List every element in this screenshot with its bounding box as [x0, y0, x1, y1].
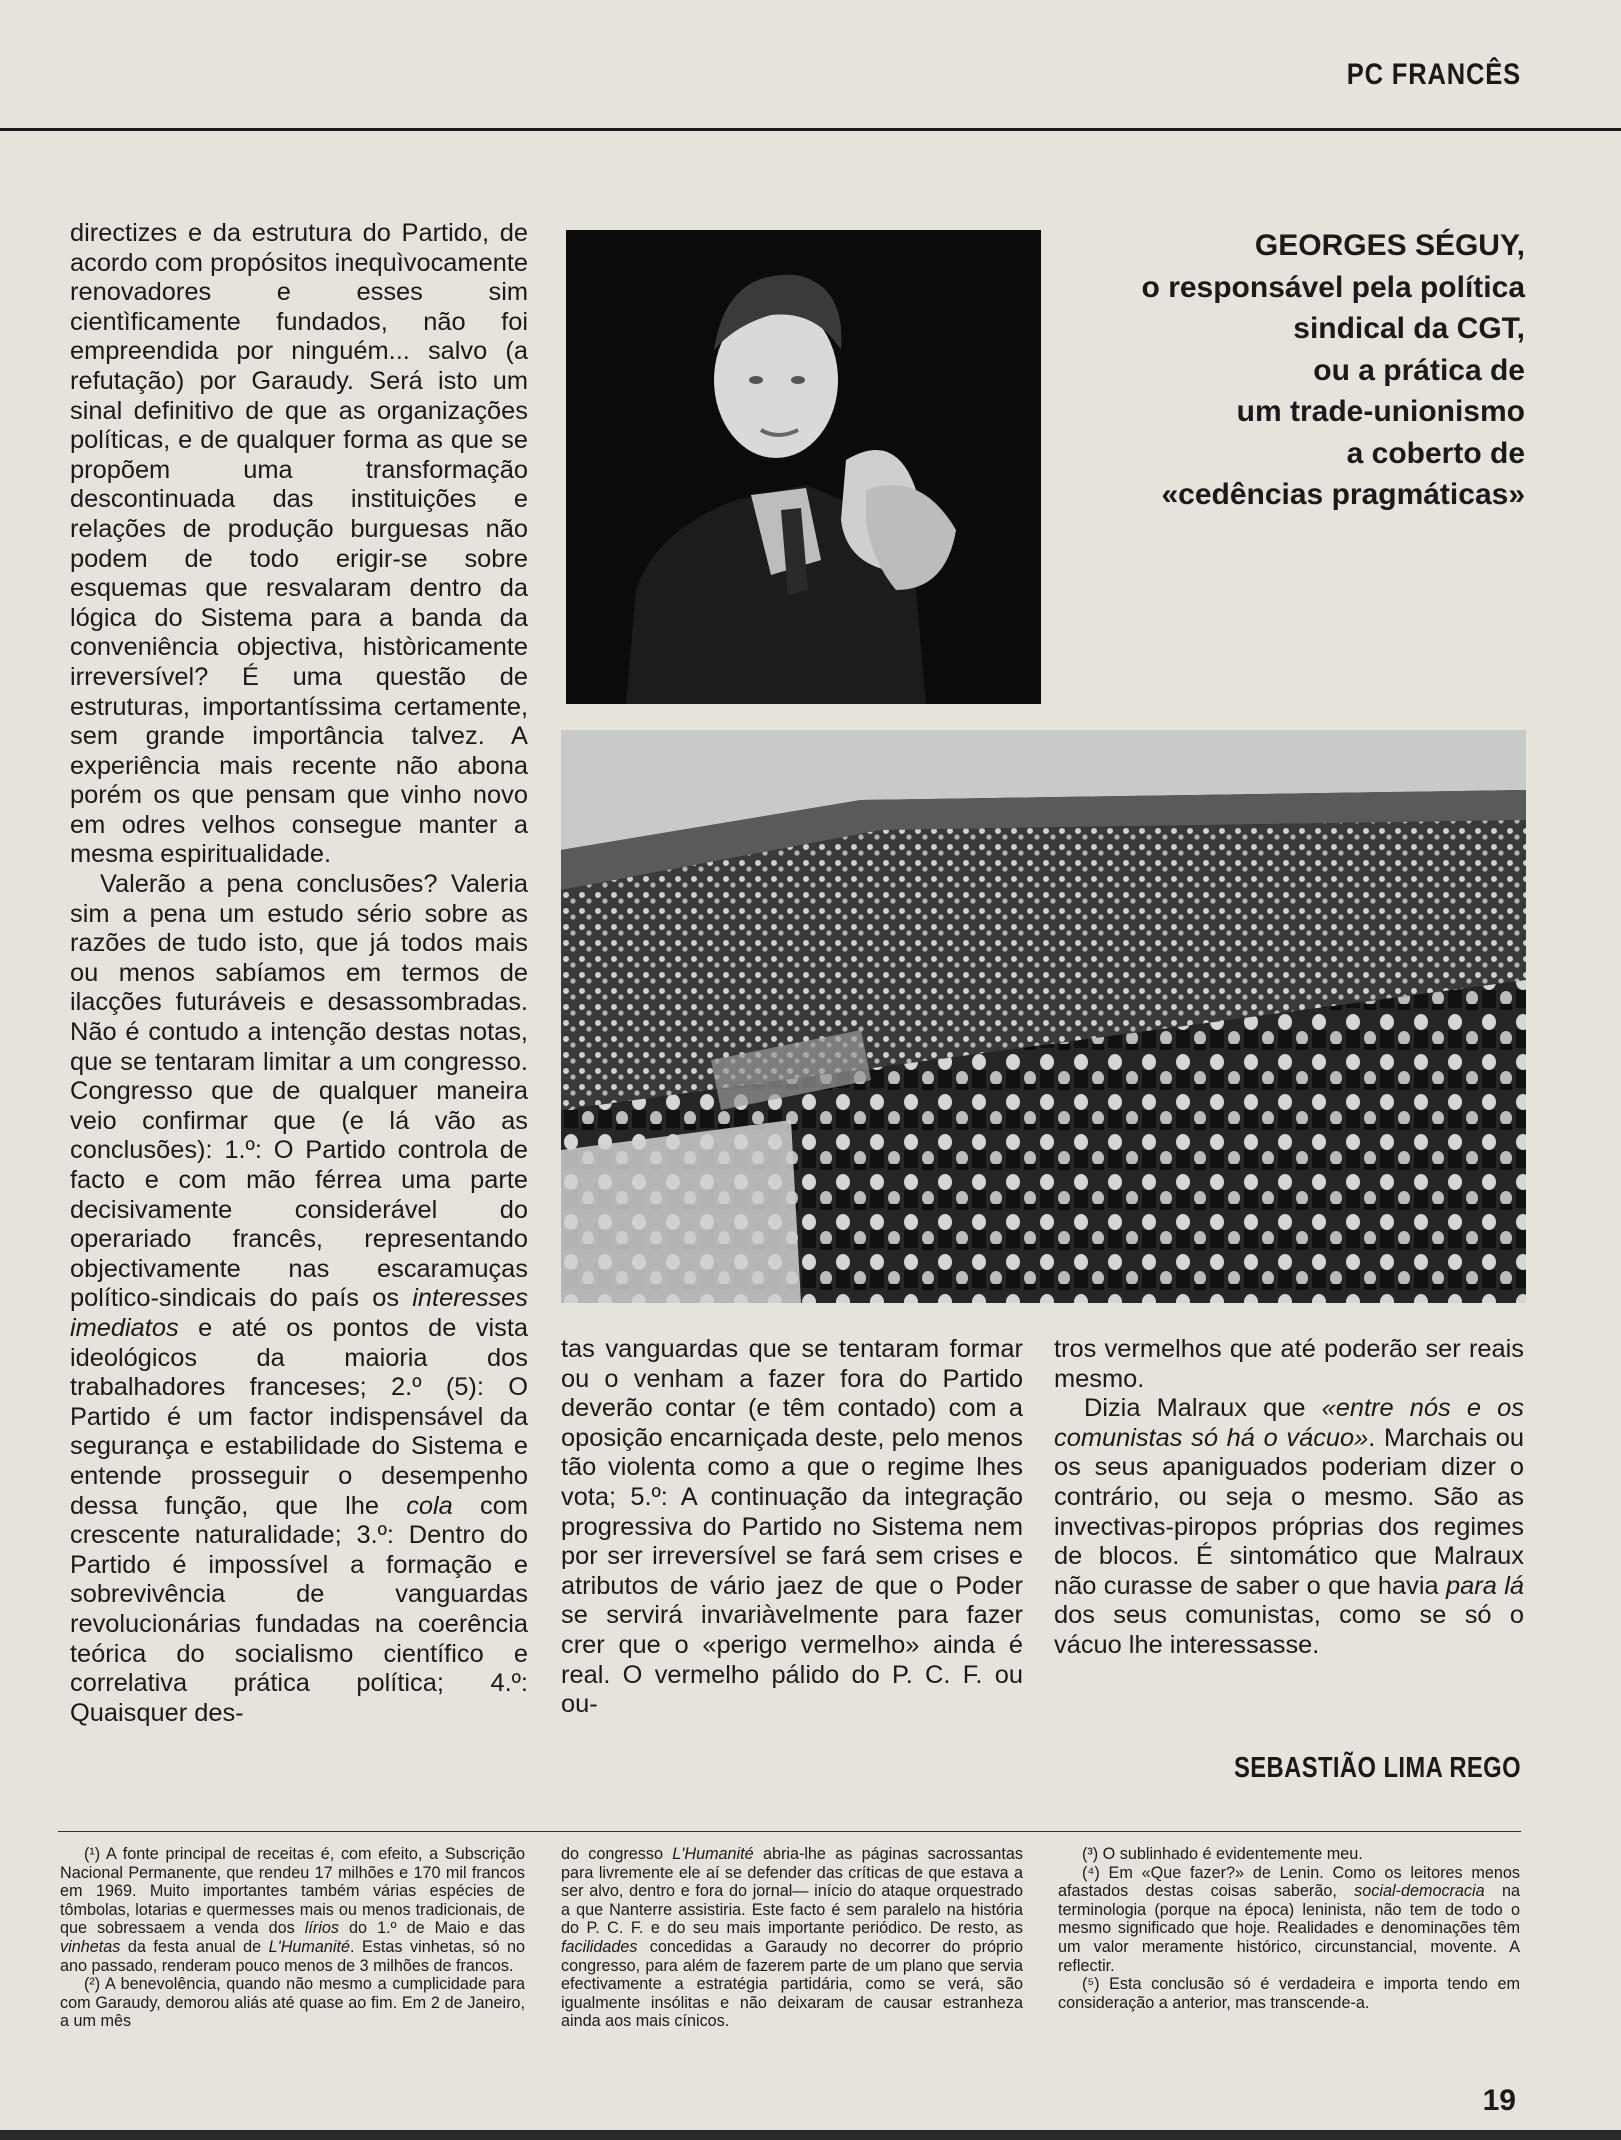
text-run: (⁴) Em «Que fazer?» de Lenin. Como os leitores menos afastados destas coisas saberão,	[1058, 1863, 1520, 1901]
portrait-photo	[566, 230, 1041, 704]
article-paragraph: tas vanguardas que se tentaram formar ou o venham a fazer fora do Partido deverão contar (e têm contado) com a oposição encarniçada deste, pelo menos tão violenta como a que o regime lhes vota; 5.º: A continuação da integração progressiva do Partido no Sistema nem por ser irreversível se fará sem crises e atributos de vário jaez de que o Poder se servirá invariàvelmente para fazer crer que o «perigo vermelho» ainda é real. O vermelho pálido do P. C. F. ou ou-	[561, 1335, 1023, 1719]
caption-line: o responsável pela política	[1141, 270, 1525, 304]
italic-text: interesses imediatos	[70, 1284, 528, 1342]
congress-crowd-image	[561, 730, 1526, 1303]
text-run: do 1.º de Maio e das	[338, 1919, 525, 1938]
italic-text: facilidades	[561, 1937, 638, 1956]
footnotes-column-3	[1058, 1845, 1520, 2012]
text-run: na terminologia (porque na época) leninista, não tem de todo o mesmo significado que hoje. Realidades e denominações têm um valor meramente histórico, circunstancial, movente. A reflectir.	[1058, 1882, 1520, 1975]
italic-text: L'Humanité	[268, 1937, 351, 1956]
caption-line: um trade-unionismo	[1236, 395, 1525, 428]
caption-line: ou a prática de	[1313, 353, 1525, 387]
footnote-2-continued	[561, 1845, 1023, 2031]
author-byline: SEBASTIÃO LIMA REGO	[1234, 1752, 1521, 1784]
text-run: e até os pontos de vista ideológicos da maioria dos trabalhadores franceses; 2.º (5): O Partido é um factor indispensável da segurança e estabilidade do Sistema e entende prosseguir o desempenho dessa função, que lhe	[70, 1313, 528, 1520]
article-column-3	[1054, 1335, 1524, 1661]
article-paragraph: tros vermelhos que até poderão ser reais mesmo.	[1054, 1335, 1524, 1393]
footnotes-column-1	[60, 1845, 525, 2031]
congress-crowd-photo	[561, 730, 1526, 1303]
page-number: 19	[1482, 2084, 1516, 2117]
italic-text: social-democracia	[1354, 1882, 1485, 1901]
footnote-5: (⁵) Esta conclusão só é verdadeira e importa tendo em consideração a anterior, mas transcende-a.	[1058, 1975, 1520, 2012]
article-paragraph	[70, 870, 528, 1728]
article-paragraph	[1054, 1394, 1524, 1660]
italic-text: L'Humanité	[672, 1845, 754, 1863]
text-run: . Estas vinhetas, só no ano passado, renderam pouco menos de 3 milhões de francos.	[60, 1937, 525, 1975]
caption-line: a coberto de	[1346, 436, 1525, 470]
text-run: dos seus comunistas, como se só o vácuo lhe interessasse.	[1054, 1601, 1524, 1659]
text-run: com crescente naturalidade; 3.º: Dentro do Partido é impossível a formação e sobrevivência de vanguardas revolucionárias fundadas na coerência teórica do socialismo científico e correlativa prática política; 4.º: Quaisquer des-	[70, 1491, 528, 1727]
footnote-4	[1058, 1864, 1520, 1976]
italic-text: para lá	[1446, 1571, 1524, 1600]
page-bottom-edge	[0, 2130, 1621, 2140]
text-run: Valerão a pena conclusões? Valeria sim a pena um estudo sério sobre as razões de tudo isto, que já todos mais ou menos sabíamos em termos de ilacções futuráveis e desassombradas. Não é contudo a intenção destas notas, que se tentaram limitar a um congresso. Congresso que de qualquer maneira veio confirmar que (e lá vão as conclusões): 1.º: O Partido controla de facto e com mão férrea uma parte decisivamente considerável do operariado francês, representando objectivamente nas escaramuças político-sindicais do país os	[70, 870, 528, 1313]
footnote-1	[60, 1845, 525, 1975]
italic-text: vinhetas	[60, 1937, 121, 1956]
italic-text: cola	[406, 1491, 453, 1520]
article-paragraph: directizes e da estrutura do Partido, de acordo com propósitos inequìvocamente renovadores e esses sim cientìficamente fundados, não foi empreendida por ninguém... salvo (a refutação) por Garaudy. Será isto um sinal definitivo de que as organizações políticas, e de qualquer forma as que se propõem uma transformação descontinuada das instituições e relações de produção burguesas não podem de todo erigir-se sobre esquemas que resvalaram dentro da lógica do Sistema para a banda da conveniência objectiva, històricamente irreversível? É uma questão de estruturas, importantíssima certamente, sem grande importância talvez. A experiência mais recente não abona porém os que pensam que vinho novo em odres velhos consegue manter a mesma espiritualidade.	[70, 219, 528, 869]
header-rule	[0, 128, 1621, 131]
footnote-rule	[58, 1831, 1521, 1832]
text-run: do congresso	[561, 1845, 673, 1863]
photo-caption	[1070, 225, 1525, 516]
text-run: Dizia Malraux que	[1084, 1394, 1322, 1423]
text-run: concedidas a Garaudy no decorrer do próprio congresso, para além de fazerem parte de um plano que servia efectivamente a estratégia partidária, como se verá, são igualmente insólitas e não deixaram de causar estranheza ainda aos mais cínicos.	[561, 1937, 1023, 2031]
article-column-1	[70, 219, 528, 1728]
caption-line: «cedências pragmáticas»	[1161, 478, 1525, 511]
text-run: da festa anual de	[120, 1937, 269, 1956]
footnote-3: (³) O sublinhado é evidentemente meu.	[1082, 1845, 1363, 1863]
text-run: abria-lhe as páginas sacrossantas para livremente ele aí se defender das críticas de que estava a ser alvo, dentro e fora do jornal— início do ataque orquestrado a que Nanterre assistiria. Este facto é sem paralelo na história do P. C. F. e do seu mais importante periódico. De resto, as	[561, 1845, 1023, 1938]
section-header: PC FRANCÊS	[1346, 58, 1521, 91]
caption-line: GEORGES SÉGUY,	[1254, 229, 1525, 262]
footnotes-column-2	[561, 1845, 1023, 2031]
article-column-2	[561, 1335, 1023, 1720]
text-run: (¹) A fonte principal de receitas é, com efeito, a Subscrição Nacional Permanente, que rendeu 17 milhões e 170 mil francos em 1969. Muito importantes também várias espécies de tômbolas, lotarias e quermesses mais ou menos tradicionais, de que sobressaem a venda dos	[60, 1845, 525, 1938]
italic-text: lírios	[304, 1919, 339, 1938]
footnote-2: (²) A benevolência, quando não mesmo a cumplicidade para com Garaudy, demorou aliás até quase ao fim. Em 2 de Janeiro, a um mês	[60, 1975, 525, 2031]
caption-line: sindical da CGT,	[1293, 312, 1525, 345]
portrait-photo-image	[566, 230, 1041, 704]
italic-quote: «entre nós e os comunistas só há o vácuo»	[1054, 1394, 1524, 1452]
text-run: . Marchais ou os seus apaniguados poderiam dizer o contrário, ou seja o mesmo. São as invectivas-piropos próprias dos regimes de blocos. É sintomático que Malraux não curasse de saber o que havia	[1054, 1423, 1524, 1600]
